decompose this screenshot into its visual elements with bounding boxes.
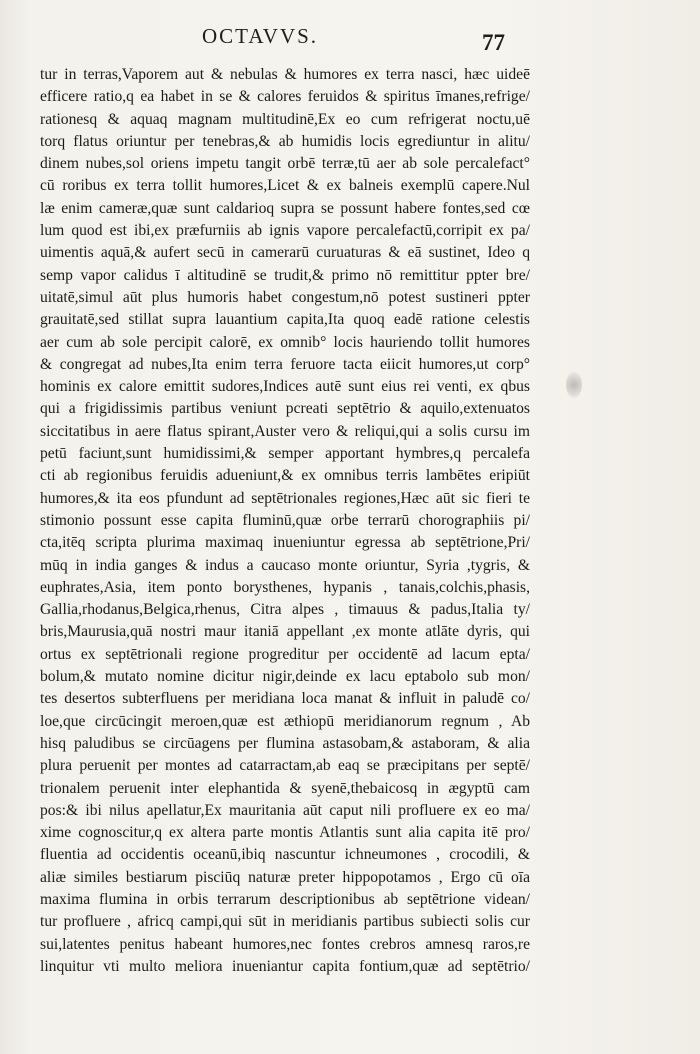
text-line: xime cognoscitur,q ex altera parte montis Atlantis sunt alia capita itē pro/ <box>40 824 530 842</box>
text-line: uimentis aquā,& aufert secū in camerarū curuaturas & eā sustinet, Ideo q <box>40 244 530 262</box>
text-line: bris,Maurusia,quā nostri maur itaniā appellant ,ex monte atlāte dyris, qui <box>40 623 530 641</box>
running-head: OCTAVVS. <box>202 24 319 48</box>
text-line: euphrates,Asia, item ponto borysthenes, hypanis , tanais,colchis,phasis, <box>40 578 530 596</box>
text-line: tur in terras,Vaporem aut & nebulas & humores ex terra nasci, hæc uideē <box>40 66 530 83</box>
text-line: bolum,& mutato nomine dicitur nigir,deinde ex lacu eptabolo sub mon/ <box>40 668 530 686</box>
text-line: torq flatus oriuntur per tenebras,& ab humidis locis egrediuntur in alitu/ <box>40 132 530 150</box>
text-line: petū faciunt,sunt humidissimi,& semper apportant hymbres,q percalefa <box>40 445 530 463</box>
text-line: cti ab regionibus feruidis adueniunt,& ex omnibus terris lambētes eripiūt <box>40 467 530 485</box>
text-line: fluentia ad occidentis oceanū,ibiq nascuntur ichneumones , crocodili, & <box>40 846 530 864</box>
text-line: sui,latentes penitus habeant humores,nec fontes crebros amnesq raros,re <box>40 935 530 953</box>
text-line: ortus ex septētrionali regione progreditur per occidentē ad lacum epta/ <box>40 645 530 663</box>
text-line: plura peruenit per montes ad catarractam,ab eaq se præcipitans per septē/ <box>40 757 530 775</box>
text-line: qui a frigidissimis partibus veniunt pcreati septētrio & aquilo,extenuatos <box>40 400 530 418</box>
text-line: aer cum ab sole percipit calorē, ex omnib° locis hauriendo tollit humores <box>40 333 530 351</box>
text-line: efficere ratio,q ea habet in se & calores feruidos & spiritus īmanes,refrige/ <box>40 88 530 106</box>
text-line: tes desertos subterfluens per meridiana loca manat & influit in paludē co/ <box>40 690 530 708</box>
text-line: rationesq & aquaq magnam multitudinē,Ex eo cum refrigerat noctu,uē <box>40 110 530 128</box>
text-line: lum quod est ibi,ex præfurniis ab ignis vapore percalefactū,corripit ex pa/ <box>40 222 530 240</box>
text-line: loe,que circūcingit meroen,quæ est æthiopū meridianorum regnum , Ab <box>40 712 530 730</box>
text-line: uitatē,simul aūt plus humoris habet congestum,nō potest sustineri ppter <box>40 288 530 306</box>
body-text <box>40 64 530 978</box>
text-line: læ enim cameræ,quæ sunt caldarioq supra se possunt habere fontes,sed cœ <box>40 199 530 217</box>
text-line: hisq paludibus se circūagens per flumina astasobam,& astaboram, & alia <box>40 734 530 752</box>
text-line: tur profluere , africq campi,qui sūt in meridianis partibus subiecti solis cur <box>40 913 530 931</box>
text-line: linquitur vti multo meliora inueniantur capita fontium,quæ ad septētrio/ <box>40 957 530 975</box>
text-line: grauitatē,sed stillat supra lauantium capita,Ita quoq eadē ratione celestis <box>40 311 530 329</box>
text-line: humores,& ita eos pfundunt ad septētrionales regiones,Hæc aūt sic fieri te <box>40 489 530 507</box>
text-line: maxima flumina in orbis terrarum descriptionibus ab septētrione videan/ <box>40 890 530 908</box>
text-line: mūq in india ganges & indus a caucaso monte oriuntur, Syria ,tygris, & <box>40 556 530 574</box>
text-line: trionalem peruenit inter elephantida & syenē,thebaicosq in ægyptū cam <box>40 779 530 797</box>
text-line: cta,itēq scripta plurima maximaq inueniuntur egressa ab septētrione,Pri/ <box>40 534 530 552</box>
text-line: dinem nubes,sol oriens impetu tangit orbē terræ,tū aer ab sole percalefact° <box>40 155 530 173</box>
text-line: Gallia,rhodanus,Belgica,rhenus, Citra alpes , timauus & padus,Italia ty/ <box>40 601 530 619</box>
text-line: aliæ similes bestiarum pisciūq naturæ preter hippopotamos , Ergo cū oīa <box>40 868 530 886</box>
text-line: hominis ex calore emittit sudores,Indices autē sunt eius rei venti, ex qbus <box>40 378 530 396</box>
text-line: stimonio possunt esse capita fluminū,quæ orbe terrarū chorographiis pi/ <box>40 511 530 529</box>
page-number: 77 <box>482 30 505 55</box>
text-line: cū roribus ex terra tollit humores,Licet & ex balneis exemplū capere.Nul <box>40 177 530 195</box>
text-line: siccitatibus in aere flatus spirant,Auster vero & reliqui,qui a solis cursu im <box>40 422 530 440</box>
text-line: & congregat ad nubes,Ita enim terra feruore tacta eiicit humores,ut corp° <box>40 355 530 373</box>
text-line: pos:& ibi nilus apellatur,Ex mauritania aūt caput nili profluere ex eo ma/ <box>40 801 530 819</box>
ink-smudge <box>566 372 582 398</box>
text-line: semp vapor calidus ī altitudinē se trudit,& primo nō remittitur ppter bre/ <box>40 266 530 284</box>
